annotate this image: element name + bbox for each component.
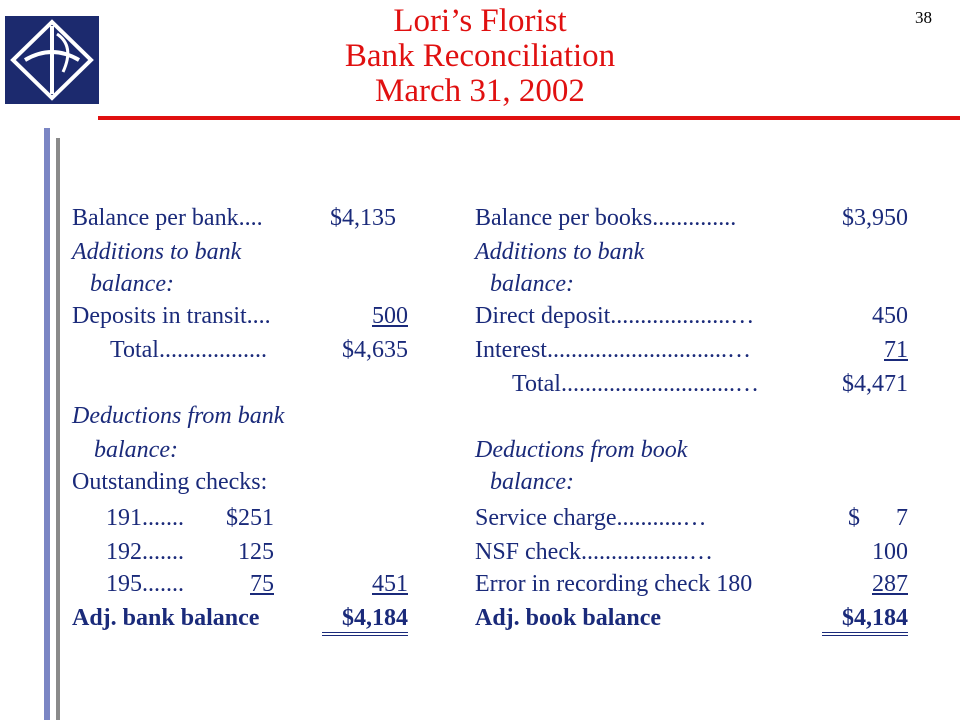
nsf-check-value: 100 [872,539,908,565]
service-charge-label: Service charge...........… [475,505,707,531]
recording-error-label: Error in recording check 180 [475,571,753,597]
check-191-label: 191....... [106,505,184,531]
balance-per-books-value: $3,950 [842,205,908,231]
adj-bank-balance-value: $4,184 [322,604,408,636]
outstanding-checks-total: 451 [372,571,408,597]
check-192-label: 192....... [106,539,184,565]
report-date: March 31, 2002 [375,73,585,109]
left-accent-bar [44,128,50,720]
book-total-label: Total.............................… [512,371,759,397]
title-divider [98,116,960,120]
book-additions-heading-cont: balance: [490,271,574,297]
interest-label: Interest..............................… [475,337,751,363]
nsf-check-label: NSF check..................… [475,539,713,565]
adj-book-balance-label: Adj. book balance [475,605,662,631]
balance-per-books-label: Balance per books.............. [475,205,737,231]
balance-per-bank-value: $4,135 [330,205,396,231]
check-191-amount: $251 [226,505,274,531]
interest-value: 71 [884,337,908,363]
book-total-value: $4,471 [842,371,908,397]
direct-deposit-value: 450 [872,303,908,329]
balance-per-bank-label: Balance per bank.... [72,205,263,231]
bank-total-label: Total.................. [110,337,267,363]
book-deductions-heading-cont: balance: [490,469,574,495]
adj-bank-balance-label: Adj. bank balance [72,605,260,631]
deposits-in-transit-value: 500 [372,303,408,329]
book-additions-heading: Additions to bank [475,239,645,265]
bank-deductions-heading-cont: balance: [94,437,178,463]
report-title: Bank Reconciliation [344,38,616,74]
deposits-in-transit-label: Deposits in transit.... [72,303,271,329]
outstanding-checks-label: Outstanding checks: [72,469,268,495]
direct-deposit-label: Direct deposit....................… [475,303,755,329]
bank-additions-heading-cont: balance: [90,271,174,297]
bank-total-value: $4,635 [342,337,408,363]
left-accent-bar-secondary [56,138,60,720]
adj-book-balance-value: $4,184 [822,604,908,636]
page-number: 38 [915,8,932,27]
bank-deductions-heading: Deductions from bank [72,403,285,429]
check-195-amount: 75 [250,571,274,597]
service-charge-value: $ 7 [848,505,908,531]
check-192-amount: 125 [238,539,274,565]
company-title: Lori’s Florist [393,3,567,39]
recording-error-value: 287 [872,571,908,597]
check-195-label: 195....... [106,571,184,597]
book-deductions-heading: Deductions from book [475,437,688,463]
bank-additions-heading: Additions to bank [72,239,242,265]
